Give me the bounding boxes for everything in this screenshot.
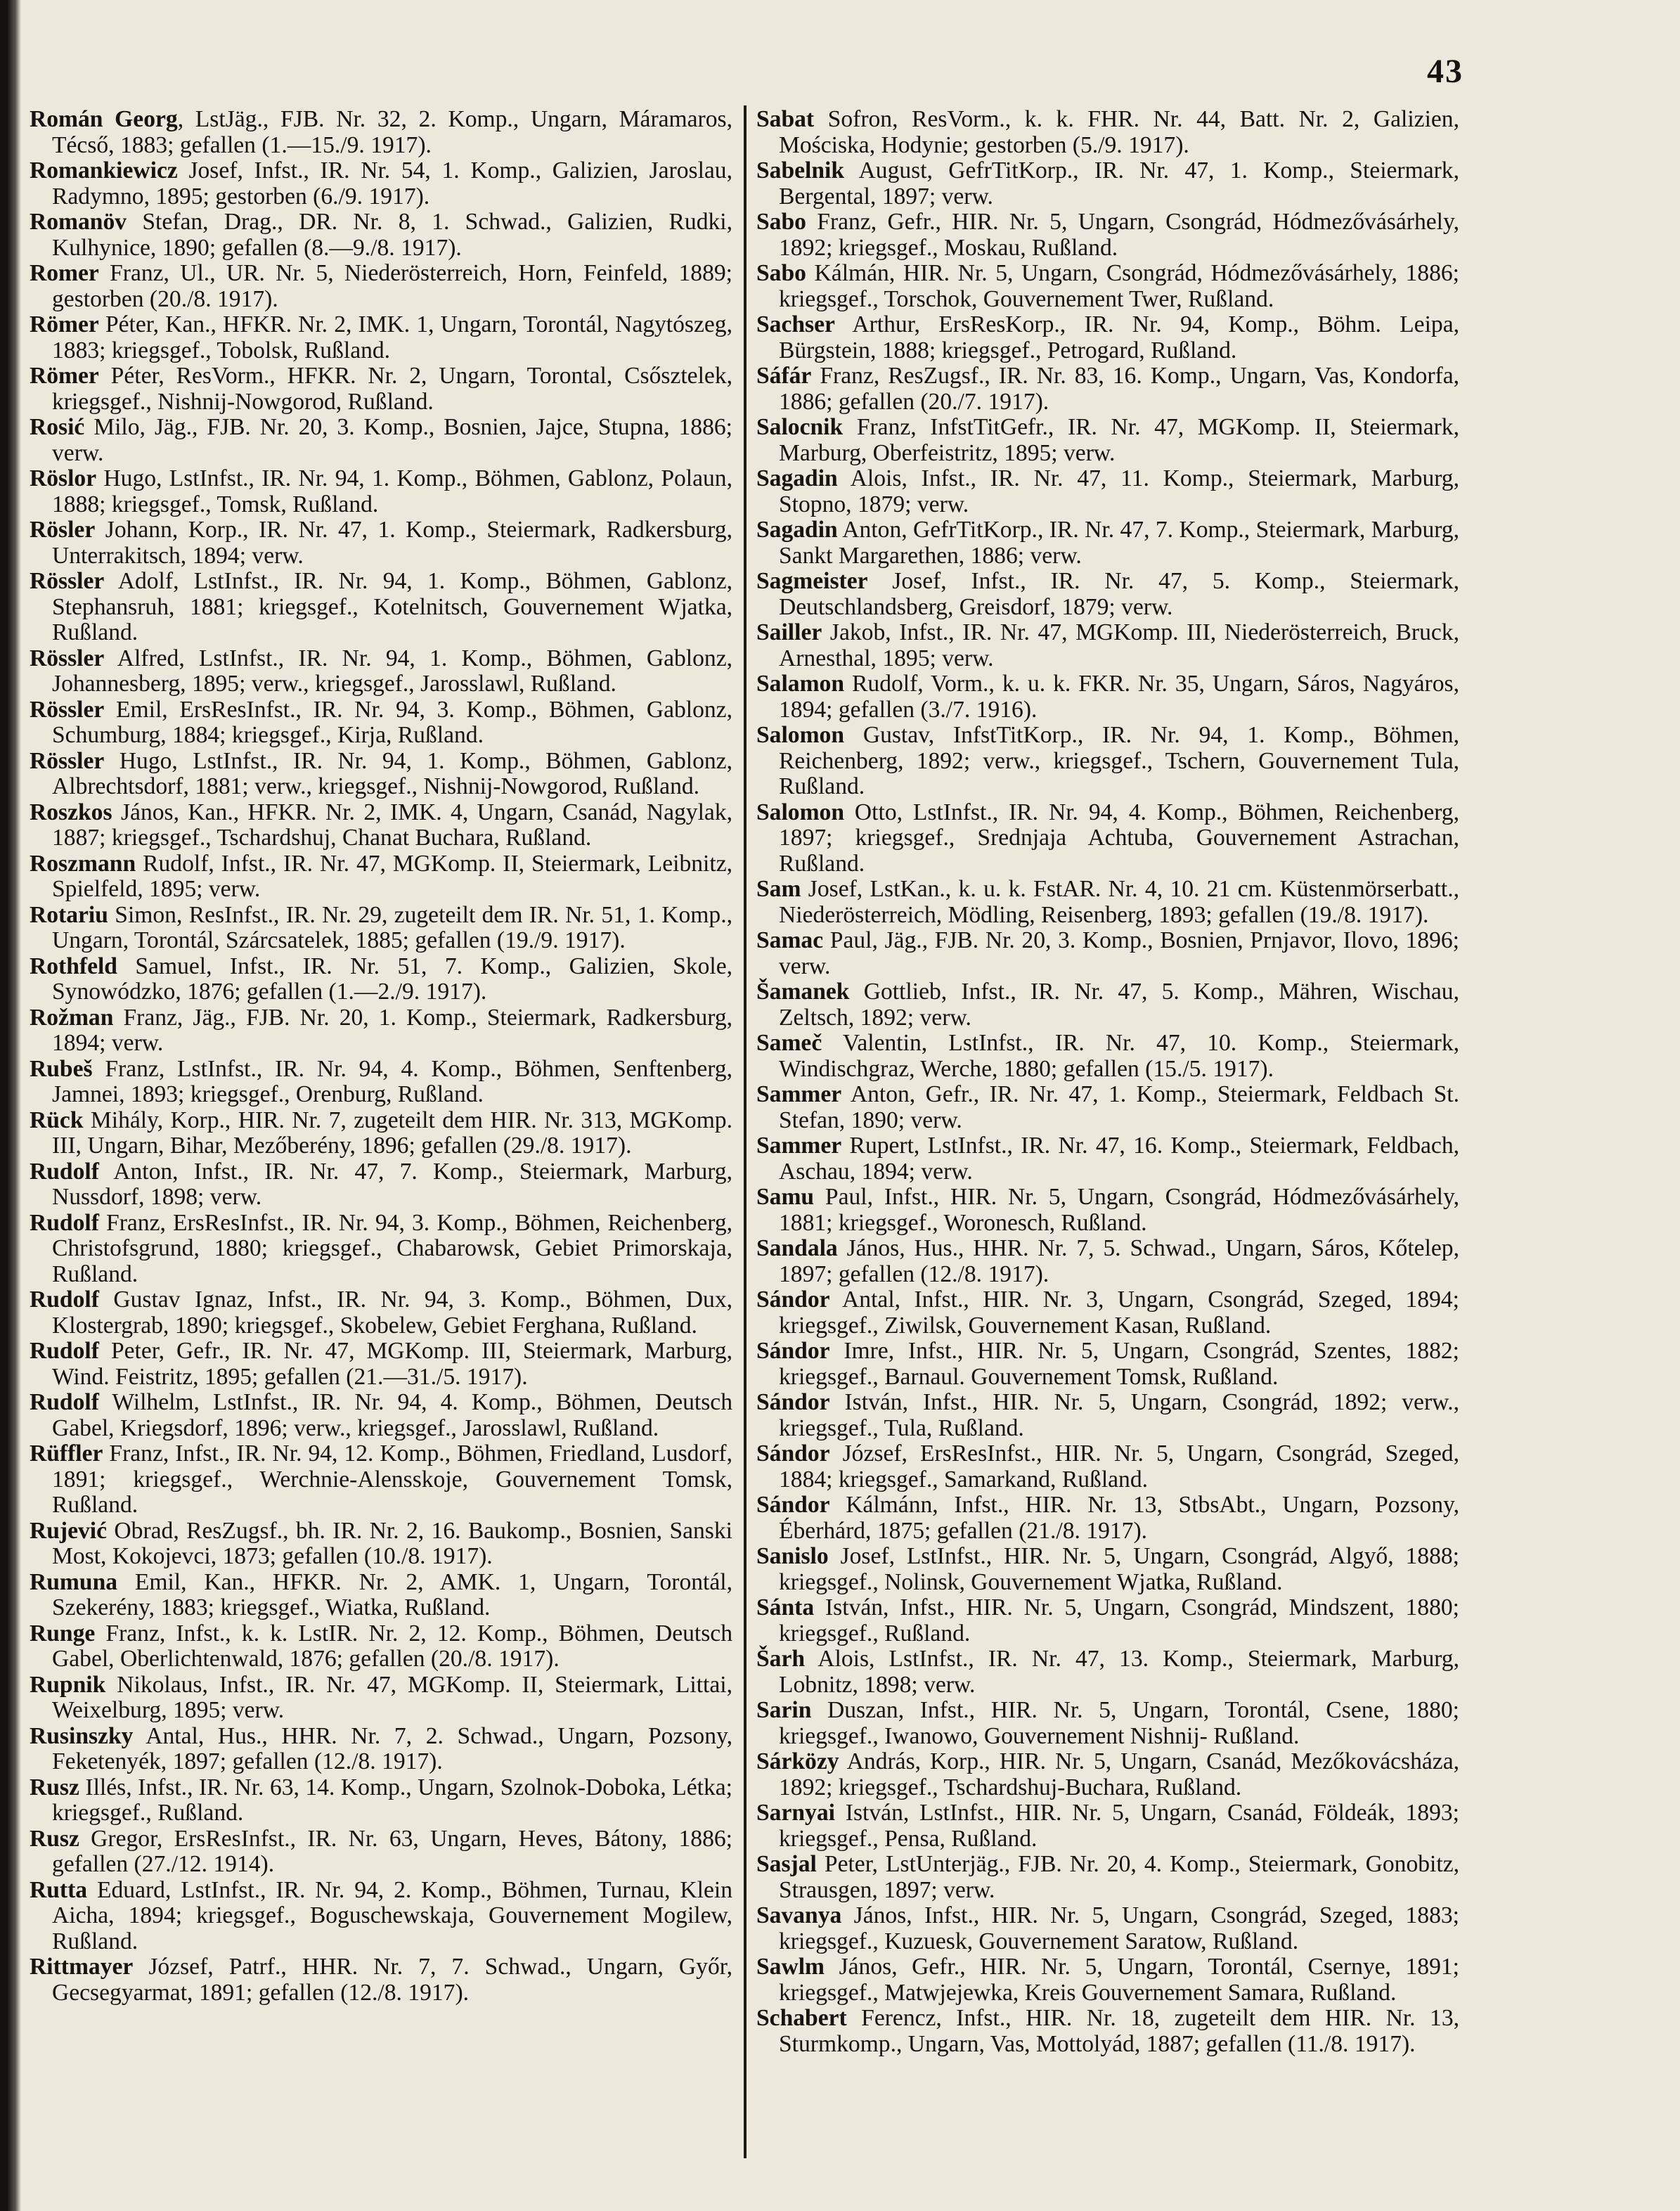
list-entry xyxy=(756,1544,1459,1595)
list-entry xyxy=(756,363,1459,415)
entry-details: Josef, LstKan., k. u. k. FstAR. Nr. 4, 10. 21 cm. Küstenmörserbatt., Niederösterreich, Mödling, Reisenberg, 1893; gefallen (19./8. 1917). xyxy=(779,876,1459,928)
entry-details: Franz, Gefr., HIR. Nr. 5, Ungarn, Csongrád, Hódmezővásárhely, 1892; kriegsgef., Moskau, Rußland. xyxy=(779,209,1459,261)
list-entry xyxy=(30,1672,732,1724)
entry-surname: Rüffler xyxy=(30,1440,103,1467)
list-entry xyxy=(756,107,1459,158)
right-column xyxy=(756,107,1459,2057)
list-entry xyxy=(30,697,732,749)
entry-surname: Rössler xyxy=(30,747,105,774)
entry-surname: Sabo xyxy=(756,209,806,235)
entry-surname: Sagadin xyxy=(756,517,838,543)
entry-surname: Rosić xyxy=(30,414,85,440)
entry-details: János, Gefr., HIR. Nr. 5, Ungarn, Torontál, Csernye, 1891; kriegsgef., Matwjejewka, Kreis Gouvernement Samara, Rußland. xyxy=(779,1954,1459,2006)
entry-details: Rudolf, Vorm., k. u. k. FKR. Nr. 35, Ungarn, Sáros, Nagyáros, 1894; gefallen (3./7. 1916). xyxy=(779,671,1459,723)
list-entry xyxy=(30,1287,732,1339)
entry-details: Gottlieb, Infst., IR. Nr. 47, 5. Komp., Mähren, Wischau, Zeltsch, 1892; verw. xyxy=(779,979,1459,1031)
entry-surname: Rudolf xyxy=(30,1209,99,1236)
list-entry xyxy=(756,1493,1459,1544)
list-entry xyxy=(30,1211,732,1288)
entry-details: Stefan, Drag., DR. Nr. 8, 1. Schwad., Galizien, Rudki, Kulhynice, 1890; gefallen (8.—9./8. 1917). xyxy=(52,209,732,261)
list-entry xyxy=(756,1185,1459,1236)
list-entry xyxy=(30,954,732,1005)
entry-details: Alfred, LstInfst., IR. Nr. 94, 1. Komp., Böhmen, Gablonz, Johannesberg, 1895; verw., kriegsgef., Jarosslawl, Rußland. xyxy=(52,645,732,697)
list-entry xyxy=(756,1749,1459,1800)
entry-details: Rupert, LstInfst., IR. Nr. 47, 16. Komp., Steiermark, Feldbach, Aschau, 1894; verw. xyxy=(779,1133,1459,1185)
entry-surname: Sándor xyxy=(756,1287,830,1313)
entry-details: József, ErsResInfst., HIR. Nr. 5, Ungarn, Csongrád, Szeged, 1884; kriegsgef., Samarkand, Rußland. xyxy=(779,1440,1459,1493)
entry-details: Franz, Ul., UR. Nr. 5, Niederösterreich, Horn, Feinfeld, 1889; gestorben (20./8. 1917). xyxy=(52,260,732,312)
entry-details: Josef, Infst., IR. Nr. 47, 5. Komp., Steiermark, Deutschlandsberg, Greisdorf, 1879; verw. xyxy=(779,568,1459,620)
list-entry xyxy=(756,1800,1459,1852)
list-entry xyxy=(30,1441,732,1519)
list-entry xyxy=(756,1082,1459,1133)
list-entry xyxy=(30,1775,732,1826)
entry-details: Johann, Korp., IR. Nr. 47, 1. Komp., Steiermark, Radkersburg, Unterrakitsch, 1894; verw. xyxy=(52,517,732,569)
entry-surname: Römer xyxy=(30,363,99,389)
entry-surname: Rudolf xyxy=(30,1338,99,1364)
list-entry xyxy=(756,312,1459,363)
entry-surname: Savanya xyxy=(756,1902,842,1928)
entry-details: Péter, ResVorm., HFKR. Nr. 2, Ungarn, Torontal, Csősztelek, kriegsgef., Nishnij-Nowgorod, Rußland. xyxy=(52,363,732,415)
entry-details: Gregor, ErsResInfst., IR. Nr. 63, Ungarn, Heves, Bátony, 1886; gefallen (27./12. 1914). xyxy=(52,1825,732,1877)
list-entry xyxy=(30,1826,732,1878)
list-entry xyxy=(756,261,1459,312)
list-entry xyxy=(756,1954,1459,2006)
entry-surname: Roszmann xyxy=(30,850,136,877)
list-entry xyxy=(30,1390,732,1441)
entry-surname: Roszkos xyxy=(30,799,112,825)
list-entry xyxy=(30,1878,732,1955)
list-entry xyxy=(30,800,732,851)
entry-surname: Salomon xyxy=(756,799,845,825)
list-entry xyxy=(30,312,732,363)
entry-surname: Salomon xyxy=(756,722,845,748)
entry-surname: Sandala xyxy=(756,1235,838,1261)
entry-surname: Sárközy xyxy=(756,1748,839,1774)
list-entry xyxy=(756,569,1459,620)
entry-surname: Rutta xyxy=(30,1876,88,1903)
entry-details: János, Infst., HIR. Nr. 5, Ungarn, Csongrád, Szeged, 1883; kriegsgef., Kuzuesk, Gouvernement Saratow, Rußland. xyxy=(779,1902,1459,1954)
list-entry xyxy=(30,466,732,517)
left-column xyxy=(30,107,732,2006)
entry-details: Franz, Infst., IR. Nr. 94, 12. Komp., Böhmen, Friedland, Lusdorf, 1891; kriegsgef., Werchnie-Alensskoje, Gouvernement Tomsk, Rußland. xyxy=(52,1440,732,1518)
entry-details: István, Infst., HIR. Nr. 5, Ungarn, Csongrád, 1892; verw., kriegsgef., Tula, Rußland. xyxy=(779,1389,1459,1441)
entry-surname: Sáfár xyxy=(756,363,812,389)
entry-details: András, Korp., HIR. Nr. 5, Ungarn, Csanád, Mezőkovácsháza, 1892; kriegsgef., Tschardshuj-Buchara, Rußland. xyxy=(779,1748,1459,1800)
entry-surname: Rudolf xyxy=(30,1389,99,1415)
entry-surname: Sarnyai xyxy=(756,1800,835,1826)
list-entry xyxy=(30,851,732,903)
entry-surname: Schabert xyxy=(756,2005,847,2031)
entry-surname: Sagmeister xyxy=(756,568,868,594)
list-entry xyxy=(756,877,1459,928)
list-entry xyxy=(30,1057,732,1108)
list-entry xyxy=(30,1954,732,2006)
list-entry xyxy=(30,903,732,954)
entry-details: István, Infst., HIR. Nr. 5, Ungarn, Csongrád, Mindszent, 1880; kriegsgef., Rußland. xyxy=(779,1594,1459,1646)
entry-surname: Šarh xyxy=(756,1646,806,1672)
list-entry xyxy=(30,261,732,312)
entry-surname: Romer xyxy=(30,260,99,286)
entry-details: Josef, Infst., IR. Nr. 54, 1. Komp., Galizien, Jaroslau, Radymno, 1895; gestorben (6./9. 1917). xyxy=(52,157,732,210)
entry-surname: Sabat xyxy=(756,106,815,132)
entry-surname: Sándor xyxy=(756,1440,830,1467)
list-entry xyxy=(30,1339,732,1390)
page-gutter-shadow xyxy=(0,0,21,2211)
entry-details: Franz, Jäg., FJB. Nr. 20, 1. Komp., Steiermark, Radkersburg, 1894; verw. xyxy=(52,1004,732,1056)
entry-details: Simon, ResInfst., IR. Nr. 29, zugeteilt dem IR. Nr. 51, 1. Komp., Ungarn, Torontál, Szárcsatelek, 1885; gefallen (19./9. 1917). xyxy=(52,901,732,953)
entry-details: Paul, Infst., HIR. Nr. 5, Ungarn, Csongrád, Hódmezővásárhely, 1881; kriegsgef., Woronesch, Rußland. xyxy=(779,1184,1459,1236)
entry-surname: Rück xyxy=(30,1107,84,1133)
list-entry xyxy=(756,1133,1459,1185)
list-entry xyxy=(756,979,1459,1031)
list-entry xyxy=(756,1031,1459,1082)
entry-details: Jakob, Infst., IR. Nr. 47, MGKomp. III, Niederösterreich, Bruck, Arnesthal, 1895; verw. xyxy=(779,619,1459,671)
entry-surname: Rožman xyxy=(30,1004,114,1031)
entry-surname: Rubeš xyxy=(30,1055,93,1082)
entry-details: János, Kan., HFKR. Nr. 2, IMK. 4, Ungarn, Csanád, Nagylak, 1887; kriegsgef., Tschardshuj, Chanat Buchara, Rußland. xyxy=(52,799,732,851)
entry-details: Peter, LstUnterjäg., FJB. Nr. 20, 4. Komp., Steiermark, Gonobitz, Strausgen, 1897; verw. xyxy=(779,1851,1459,1903)
entry-surname: Rössler xyxy=(30,696,105,723)
entry-surname: Rudolf xyxy=(30,1287,99,1313)
entry-details: Alois, Infst., IR. Nr. 47, 11. Komp., Steiermark, Marburg, Stopno, 1879; verw. xyxy=(779,465,1459,517)
entry-details: Anton, Gefr., IR. Nr. 47, 1. Komp., Steiermark, Feldbach St. Stefan, 1890; verw. xyxy=(779,1081,1459,1133)
entry-details: Franz, Infst., k. k. LstIR. Nr. 2, 12. Komp., Böhmen, Deutsch Gabel, Oberlichtenwald, 1876; gefallen (20./8. 1917). xyxy=(52,1620,732,1672)
list-entry xyxy=(30,1724,732,1775)
entry-details: Nikolaus, Infst., IR. Nr. 47, MGKomp. II, Steiermark, Littai, Weixelburg, 1895; verw. xyxy=(52,1671,732,1723)
list-entry xyxy=(30,517,732,569)
entry-surname: Sailler xyxy=(756,619,822,645)
list-entry xyxy=(756,1698,1459,1749)
entry-surname: Sanislo xyxy=(756,1543,829,1569)
entry-details: Anton, Infst., IR. Nr. 47, 7. Komp., Steiermark, Marburg, Nussdorf, 1898; verw. xyxy=(52,1158,732,1210)
list-entry xyxy=(756,1903,1459,1954)
entry-surname: Romankiewicz xyxy=(30,157,178,183)
entry-details: Mihály, Korp., HIR. Nr. 7, zugeteilt dem HIR. Nr. 313, MGKomp. III, Ungarn, Bihar, Mezőberény, 1896; gefallen (29./8. 1917). xyxy=(52,1107,732,1159)
list-entry xyxy=(30,1108,732,1159)
entry-surname: Sammer xyxy=(756,1081,842,1107)
entry-surname: Samac xyxy=(756,927,824,953)
entry-details: Antal, Infst., HIR. Nr. 3, Ungarn, Csongrád, Szeged, 1894; kriegsgef., Ziwilsk, Gouvernement Kasan, Rußland. xyxy=(779,1287,1459,1339)
entry-details: Arthur, ErsResKorp., IR. Nr. 94, Komp., Böhm. Leipa, Bürgstein, 1888; kriegsgef., Petrogard, Rußland. xyxy=(779,311,1459,363)
entry-surname: Román Georg xyxy=(30,106,178,132)
list-entry xyxy=(756,1852,1459,1903)
entry-details: Franz, ErsResInfst., IR. Nr. 94, 3. Komp., Böhmen, Reichenberg, Christofsgrund, 1880; kriegsgef., Chabarowsk, Gebiet Primorskaja, Rußland. xyxy=(52,1209,732,1287)
list-entry xyxy=(756,1646,1459,1698)
entry-surname: Rujević xyxy=(30,1517,108,1544)
list-entry xyxy=(30,1519,732,1570)
list-entry xyxy=(30,1570,732,1621)
entry-surname: Rusz xyxy=(30,1825,79,1852)
entry-surname: Sam xyxy=(756,876,801,902)
list-entry xyxy=(30,569,732,646)
list-entry xyxy=(756,1287,1459,1339)
entry-details: Adolf, LstInfst., IR. Nr. 94, 1. Komp., Böhmen, Gablonz, Stephansruh, 1881; kriegsgef., Kotelnitsch, Gouvernement Wjatka, Rußland. xyxy=(52,568,732,645)
list-entry xyxy=(30,210,732,261)
entry-details: József, Patrf., HHR. Nr. 7, 7. Schwad., Ungarn, Győr, Gecsegyarmat, 1891; gefallen (12./8. 1917). xyxy=(52,1954,732,2006)
entry-surname: Rössler xyxy=(30,645,105,671)
entry-details: Gustav, InfstTitKorp., IR. Nr. 94, 1. Komp., Böhmen, Reichenberg, 1892; verw., kriegsgef., Tschern, Gouvernement Tula, Rußland. xyxy=(779,722,1459,799)
list-entry xyxy=(30,1621,732,1672)
entry-details: János, Hus., HHR. Nr. 7, 5. Schwad., Ungarn, Sáros, Kőtelep, 1897; gefallen (12./8. 1917). xyxy=(779,1235,1459,1287)
entry-details: Ferencz, Infst., HIR. Nr. 18, zugeteilt dem HIR. Nr. 13, Sturmkomp., Ungarn, Vas, Mottolyád, 1887; gefallen (11./8. 1917). xyxy=(779,2005,1459,2057)
entry-details: Peter, Gefr., IR. Nr. 47, MGKomp. III, Steiermark, Marburg, Wind. Feistritz, 1895; gefallen (21.—31./5. 1917). xyxy=(52,1338,732,1390)
entry-details: Emil, Kan., HFKR. Nr. 2, AMK. 1, Ungarn, Torontál, Szekerény, 1883; kriegsgef., Wiatka, Rußland. xyxy=(52,1568,732,1620)
entry-details: Emil, ErsResInfst., IR. Nr. 94, 3. Komp., Böhmen, Gablonz, Schumburg, 1884; kriegsgef., Kirja, Rußland. xyxy=(52,696,732,748)
entry-details: Kálmán, HIR. Nr. 5, Ungarn, Csongrád, Hódmezővásárhely, 1886; kriegsgef., Torschok, Gouvernement Twer, Rußland. xyxy=(779,260,1459,312)
list-entry xyxy=(756,1441,1459,1493)
entry-details: Péter, Kan., HFKR. Nr. 2, IMK. 1, Ungarn, Torontál, Nagytószeg, 1883; kriegsgef., Tobolsk, Rußland. xyxy=(52,311,732,363)
entry-details: Franz, InfstTitGefr., IR. Nr. 47, MGKomp. II, Steiermark, Marburg, Oberfeistritz, 1895; verw. xyxy=(779,414,1459,466)
entry-details: Alois, LstInfst., IR. Nr. 47, 13. Komp., Steiermark, Marburg, Lobnitz, 1898; verw. xyxy=(779,1646,1459,1698)
entry-surname: Sándor xyxy=(756,1389,830,1415)
entry-details: Duszan, Infst., HIR. Nr. 5, Ungarn, Torontál, Csene, 1880; kriegsgef., Iwanowo, Gouvernement Nishnij- Rußland. xyxy=(779,1697,1459,1749)
entry-details: Imre, Infst., HIR. Nr. 5, Ungarn, Csongrád, Szentes, 1882; kriegsgef., Barnaul. Gouvernement Tomsk, Rußland. xyxy=(779,1338,1459,1390)
entry-surname: Sagadin xyxy=(756,465,838,491)
entry-surname: Rössler xyxy=(30,568,105,594)
entry-details: Obrad, ResZugsf., bh. IR. Nr. 2, 16. Baukomp., Bosnien, Sanski Most, Kokojevci, 1873; gefallen (10./8. 1917). xyxy=(52,1517,732,1569)
entry-surname: Romanöv xyxy=(30,209,127,235)
list-entry xyxy=(756,466,1459,517)
entry-surname: Rittmayer xyxy=(30,1954,134,1980)
list-entry xyxy=(756,210,1459,261)
entry-surname: Sachser xyxy=(756,311,835,337)
list-entry xyxy=(756,800,1459,877)
entry-surname: Sándor xyxy=(756,1492,830,1518)
entry-details: Kálmánn, Infst., HIR. Nr. 13, StbsAbt., Ungarn, Pozsony, Éberhárd, 1875; gefallen (21./8. 1917). xyxy=(779,1492,1459,1544)
column-divider xyxy=(744,105,747,2158)
entry-details: Samuel, Infst., IR. Nr. 51, 7. Komp., Galizien, Skole, Synowódzko, 1876; gefallen (1.—2./9. 1917). xyxy=(52,953,732,1005)
list-entry xyxy=(756,928,1459,979)
entry-surname: Sarin xyxy=(756,1697,812,1723)
entry-surname: Sabelnik xyxy=(756,157,845,183)
entry-surname: Rumuna xyxy=(30,1568,118,1595)
list-entry xyxy=(756,1236,1459,1287)
entry-details: Valentin, LstInfst., IR. Nr. 47, 10. Komp., Steiermark, Windischgraz, Werche, 1880; gefallen (15./5. 1917). xyxy=(779,1030,1459,1082)
list-entry xyxy=(30,415,732,466)
entry-surname: Samu xyxy=(756,1184,815,1210)
list-entry xyxy=(756,723,1459,800)
entry-details: Anton, GefrTitKorp., IR. Nr. 47, 7. Komp., Steiermark, Marburg, Sankt Margarethen, 1886; verw. xyxy=(779,517,1459,569)
entry-details: Josef, LstInfst., HIR. Nr. 5, Ungarn, Csongrád, Algyő, 1888; kriegsgef., Nolinsk, Gouvernement Wjatka, Rußland. xyxy=(779,1543,1459,1595)
list-entry xyxy=(30,1005,732,1057)
entry-details: Hugo, LstInfst., IR. Nr. 94, 1. Komp., Böhmen, Gablonz, Albrechtsdorf, 1881; verw., kriegsgef., Nishnij-Nowgorod, Rußland. xyxy=(52,747,732,799)
list-entry xyxy=(30,646,732,697)
entry-details: Milo, Jäg., FJB. Nr. 20, 3. Komp., Bosnien, Jajce, Stupna, 1886; verw. xyxy=(52,414,732,466)
list-entry xyxy=(30,749,732,800)
list-entry xyxy=(756,671,1459,723)
entry-details: , LstJäg., FJB. Nr. 32, 2. Komp., Ungarn, Máramaros, Técső, 1883; gefallen (1.—15./9. 1917). xyxy=(52,106,732,158)
entry-surname: Sabo xyxy=(756,260,806,286)
list-entry xyxy=(30,158,732,210)
entry-surname: Rotariu xyxy=(30,901,108,928)
entry-surname: Sammer xyxy=(756,1133,842,1159)
entry-surname: Sánta xyxy=(756,1594,815,1620)
list-entry xyxy=(756,1595,1459,1646)
entry-details: Hugo, LstInfst., IR. Nr. 94, 1. Komp., Böhmen, Gablonz, Polaun, 1888; kriegsgef., Tomsk, Rußland. xyxy=(52,465,732,517)
list-entry xyxy=(756,415,1459,466)
entry-surname: Šamanek xyxy=(756,979,850,1005)
entry-details: August, GefrTitKorp., IR. Nr. 47, 1. Komp., Steiermark, Bergental, 1897; verw. xyxy=(779,157,1459,210)
entry-surname: Rothfeld xyxy=(30,953,117,979)
entry-details: Wilhelm, LstInfst., IR. Nr. 94, 4. Komp., Böhmen, Deutsch Gabel, Kriegsdorf, 1896; verw., kriegsgef., Jarosslawl, Rußland. xyxy=(52,1389,732,1441)
entry-surname: Römer xyxy=(30,311,99,337)
list-entry xyxy=(756,1390,1459,1441)
entry-surname: Sasjal xyxy=(756,1851,817,1877)
entry-details: Sofron, ResVorm., k. k. FHR. Nr. 44, Batt. Nr. 2, Galizien, Mościska, Hodynie; gestorben (5./9. 1917). xyxy=(779,106,1459,158)
entry-surname: Rupnik xyxy=(30,1671,106,1698)
list-entry xyxy=(756,517,1459,569)
entry-surname: Runge xyxy=(30,1620,96,1646)
entry-surname: Salocnik xyxy=(756,414,844,440)
list-entry xyxy=(756,1339,1459,1390)
entry-surname: Salamon xyxy=(756,671,845,697)
entry-surname: Sawlm xyxy=(756,1954,825,1980)
list-entry xyxy=(30,363,732,415)
entry-surname: Rudolf xyxy=(30,1158,99,1185)
list-entry xyxy=(756,2006,1459,2057)
entry-surname: Sándor xyxy=(756,1338,830,1364)
entry-details: Illés, Infst., IR. Nr. 63, 14. Komp., Ungarn, Szolnok-Doboka, Létka; kriegsgef., Rußland. xyxy=(52,1774,732,1826)
entry-details: Otto, LstInfst., IR. Nr. 94, 4. Komp., Böhmen, Reichenberg, 1897; kriegsgef., Srednjaja Achtuba, Gouvernement Astrachan, Rußland. xyxy=(779,799,1459,877)
list-entry xyxy=(30,107,732,158)
entry-details: Franz, LstInfst., IR. Nr. 94, 4. Komp., Böhmen, Senftenberg, Jamnei, 1893; kriegsgef., Orenburg, Rußland. xyxy=(52,1055,732,1107)
entry-details: Franz, ResZugsf., IR. Nr. 83, 16. Komp., Ungarn, Vas, Kondorfa, 1886; gefallen (20./7. 1917). xyxy=(779,363,1459,415)
list-entry xyxy=(756,620,1459,671)
entry-surname: Röslor xyxy=(30,465,97,491)
list-entry xyxy=(756,158,1459,210)
entry-details: Eduard, LstInfst., IR. Nr. 94, 2. Komp., Böhmen, Turnau, Klein Aicha, 1894; kriegsgef., Boguschewskaja, Gouvernement Mogilew, Rußland. xyxy=(52,1876,732,1954)
entry-details: Paul, Jäg., FJB. Nr. 20, 3. Komp., Bosnien, Prnjavor, Ilovo, 1896; verw. xyxy=(779,927,1459,979)
entry-details: Rudolf, Infst., IR. Nr. 47, MGKomp. II, Steiermark, Leibnitz, Spielfeld, 1895; verw. xyxy=(52,850,732,902)
list-entry xyxy=(30,1159,732,1211)
entry-surname: Rusz xyxy=(30,1774,79,1800)
entry-details: Antal, Hus., HHR. Nr. 7, 2. Schwad., Ungarn, Pozsony, Feketenyék, 1897; gefallen (12./8. 1917). xyxy=(52,1722,732,1774)
entry-surname: Rusinszky xyxy=(30,1722,134,1749)
page-number: 43 xyxy=(1427,53,1463,90)
entry-surname: Sameč xyxy=(756,1030,822,1056)
entry-details: Gustav Ignaz, Infst., IR. Nr. 94, 3. Komp., Böhmen, Dux, Klostergrab, 1890; kriegsgef., Skobelew, Gebiet Ferghana, Rußland. xyxy=(52,1287,732,1339)
entry-surname: Rösler xyxy=(30,517,96,543)
entry-details: István, LstInfst., HIR. Nr. 5, Ungarn, Csanád, Földeák, 1893; kriegsgef., Pensa, Rußland. xyxy=(779,1800,1459,1852)
